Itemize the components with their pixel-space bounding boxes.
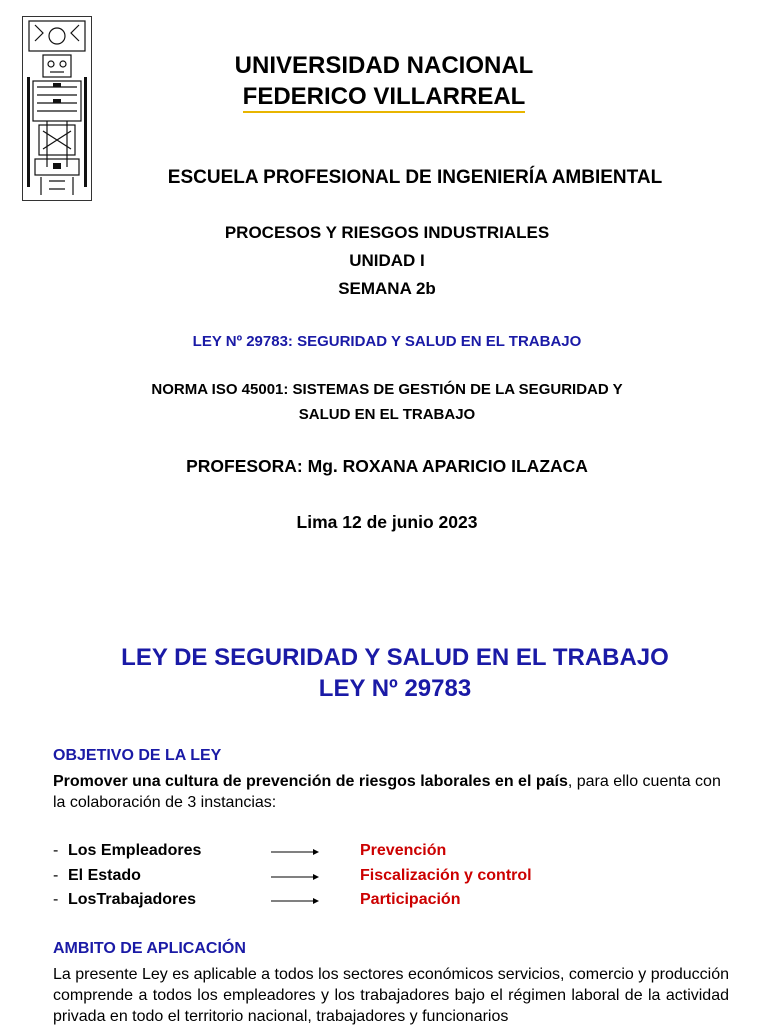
course-block: [0, 219, 768, 303]
objective-paragraph: [53, 771, 729, 813]
scope-paragraph: La presente Ley es aplicable a todos los sectores económicos servicios, comercio y producción comprende a todos los empleadores y los trabajadores bajo el régimen laboral de la actividad privada en todo el territorio nacional, trabajadores y funcionarios: [53, 966, 729, 1025]
norm-line-2: SALUD EN EL TRABAJO: [298, 406, 476, 423]
instance-row: [53, 891, 733, 915]
instance-row: [53, 867, 733, 891]
instance-name: El Estado: [68, 867, 141, 884]
university-line-1: UNIVERSIDAD NACIONAL: [234, 52, 534, 79]
school-name: ESCUELA PROFESIONAL DE INGENIERÍA AMBIENTAL: [167, 167, 663, 188]
section-title: [0, 642, 768, 704]
instance-row: [53, 842, 733, 866]
week-label: SEMANA 2b: [338, 279, 436, 298]
instance-name: LosTrabajadores: [68, 891, 197, 908]
bullet-dash: -: [53, 867, 59, 884]
course-name: PROCESOS Y RIESGOS INDUSTRIALES: [224, 223, 550, 242]
arrow-right-icon: [271, 846, 319, 858]
instance-role: Prevención: [360, 842, 447, 859]
bullet-dash: -: [53, 891, 59, 908]
norm-line-1: NORMA ISO 45001: SISTEMAS DE GESTIÓN DE LA SEGURIDAD Y: [151, 381, 623, 398]
university-name: [0, 50, 768, 112]
law-title: LEY Nº 29783: SEGURIDAD Y SALUD EN EL TRABAJO: [192, 333, 582, 350]
arrow-right-icon: [271, 871, 319, 883]
objective-bold-text: Promover una cultura de prevención de riesgos laborales en el país: [53, 773, 568, 790]
section-title-line-2: LEY Nº 29783: [318, 675, 472, 702]
norm-title: [100, 377, 674, 427]
instance-role: Participación: [360, 891, 461, 908]
arrow-right-icon: [271, 895, 319, 907]
objective-rest-text: , para ello cuenta con la colaboración de 3 instancias:: [53, 773, 721, 811]
instance-name: Los Empleadores: [68, 842, 202, 859]
bullet-dash: -: [53, 842, 59, 859]
professor-name: PROFESORA: Mg. ROXANA APARICIO ILAZACA: [186, 456, 588, 476]
university-line-2: FEDERICO VILLARREAL: [243, 83, 526, 113]
unit-label: UNIDAD I: [349, 251, 425, 270]
scope-heading: AMBITO DE APLICACIÓN: [53, 940, 246, 957]
instance-role: Fiscalización y control: [360, 867, 532, 884]
section-title-line-1: LEY DE SEGURIDAD Y SALUD EN EL TRABAJO: [121, 644, 669, 671]
objective-heading: OBJETIVO DE LA LEY: [53, 747, 222, 764]
date-line: Lima 12 de junio 2023: [296, 512, 478, 532]
